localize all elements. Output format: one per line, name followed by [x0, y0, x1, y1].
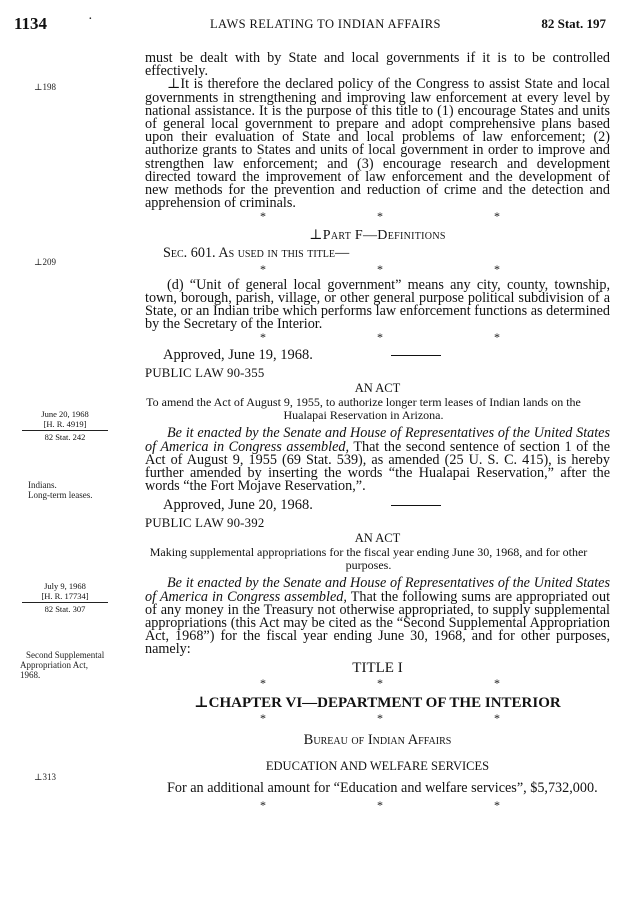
star: *	[377, 710, 383, 725]
public-law-90-392: PUBLIC LAW 90-392	[145, 516, 265, 531]
star: *	[260, 675, 266, 690]
ellipsis-stars-4	[145, 677, 610, 691]
star: *	[260, 330, 266, 345]
enacting-clause-2: Be it enacted by the Senate and House of Representatives of the United States of America in Congress assembled,	[145, 575, 610, 605]
margin-supp-line1: Second Supplemental	[26, 650, 105, 660]
ellipsis-stars-3	[145, 331, 610, 345]
pl392-enactment	[145, 577, 610, 656]
approved-date-2-text: Approved, June 20, 1968.	[163, 497, 313, 514]
ellipsis-stars-2	[145, 263, 610, 277]
star: *	[377, 209, 383, 224]
star: *	[377, 330, 383, 345]
header-tick-mark: ·	[88, 12, 93, 27]
separator-rule	[391, 355, 441, 356]
ellipsis-stars-6	[145, 799, 610, 813]
margin-pl392-stat: 82 Stat. 307	[22, 602, 108, 615]
an-act-label-1: AN ACT	[354, 381, 401, 396]
public-law-90-355: PUBLIC LAW 90-355	[145, 366, 265, 381]
separator-rule	[391, 505, 441, 506]
margin-pl392-hr: [H. R. 17734]	[41, 590, 89, 601]
chapter-vi-heading: ⊥CHAPTER VI—DEPARTMENT OF THE INTERIOR	[194, 694, 561, 711]
margin-indians-line2: Long-term leases.	[28, 490, 93, 500]
section-601: Sec. 601. As used in this title—	[163, 245, 350, 262]
page-number: 1134	[14, 14, 48, 33]
star: *	[260, 261, 266, 276]
paragraph-definition-d: (d) “Unit of general local government” means any city, county, township, town, borough, parish, village, or other general purpose political subdivision of a State, or an Indian tribe which performs law enforcement functions as determined by the Secretary of the Interior.	[145, 276, 610, 333]
margin-pl392-date: July 9, 1968	[44, 581, 86, 591]
pl355-text: That the second sentence of section 1 of the Act of August 9, 1955 (69 Stat. 539), as amended (25 U. S. C. 415), is hereby further amended by inserting the words “the Hualapai Reservation,” after the words “the Fort Mojave Reservation,”.	[145, 438, 611, 495]
star: *	[377, 675, 383, 690]
pl392-text: That the following sums are appropriated out of any money in the Treasury not otherwise appropriated, to supply supplemental appropriations (this Act may be cited as the “Second Supplemental Appropriation Act, 1968”) for the fiscal year ending June 30, 1968, and for other purposes, namely:	[145, 588, 611, 658]
margin-supp-line3: 1968.	[20, 670, 41, 680]
star: *	[494, 209, 500, 224]
margin-pl355-stat: 82 Stat. 242	[22, 430, 108, 443]
star: *	[377, 261, 383, 276]
additional-amount-paragraph: For an additional amount for “Education and welfare services”, $5,732,000.	[167, 779, 598, 796]
an-act-label-2: AN ACT	[354, 531, 401, 546]
star: *	[260, 209, 266, 224]
margin-supplemental-note	[20, 650, 130, 680]
approved-date-2	[163, 497, 610, 514]
title-i-heading: TITLE I	[352, 659, 403, 676]
star: *	[260, 710, 266, 725]
page-header	[0, 14, 624, 36]
star: *	[260, 797, 266, 812]
enacting-clause-1: Be it enacted by the Senate and House of Representatives of the United States of America in Congress assembled,	[145, 425, 610, 455]
main-text-column	[145, 52, 610, 813]
paragraph-policy: ⊥It is therefore the declared policy of the Congress to assist State and local governments in strengthening and improving law enforcement at every level by national assistance. It is the purpose of this title to (1) encourage States and units of general local government to prepare and adopt comprehensive plans based upon their evaluation of State and local problems of law enforcement; (2) authorize grants to States and units of local government in order to improve and strengthen law enforcement; and (3) encourage research and development directed toward the improvement of law enforcement and the development of new methods for the prevention and reduction of crime and the detection and apprehension of criminals.	[145, 76, 610, 212]
ellipsis-stars-5	[145, 712, 610, 726]
margin-ref-209: ⊥209	[34, 257, 56, 267]
star: *	[494, 710, 500, 725]
margin-pl355-date: June 20, 1968	[41, 409, 89, 419]
pl392-title: Making supplemental appropriations for the fiscal year ending June 30, 1968, and for other purposes.	[149, 545, 588, 573]
margin-ref-198: ⊥198	[34, 82, 56, 92]
statute-reference: 82 Stat. 197	[541, 16, 606, 31]
pl355-enactment	[145, 427, 610, 493]
star: *	[377, 797, 383, 812]
star: *	[494, 261, 500, 276]
star: *	[494, 330, 500, 345]
running-head: LAWS RELATING TO INDIAN AFFAIRS	[210, 17, 441, 31]
margin-pl355-hr: [H. R. 4919]	[43, 418, 87, 429]
approved-date-1-text: Approved, June 19, 1968.	[163, 347, 313, 364]
approved-date-1	[163, 347, 610, 364]
margin-indians-note	[28, 480, 92, 500]
paragraph-continued: must be dealt with by State and local governments if it is to be controlled effectively.	[145, 50, 610, 80]
margin-pl355-box	[22, 410, 108, 443]
margin-supp-line2: Appropriation Act,	[20, 660, 88, 670]
bureau-heading: Bureau of Indian Affairs	[303, 731, 452, 748]
ellipsis-stars-1	[145, 210, 610, 224]
star: *	[494, 797, 500, 812]
education-heading: EDUCATION AND WELFARE SERVICES	[265, 758, 490, 773]
star: *	[494, 675, 500, 690]
margin-indians-line1: Indians.	[28, 480, 57, 490]
margin-ref-313: ⊥313	[34, 772, 56, 782]
part-f-heading: ⊥Part F—Definitions	[309, 228, 446, 244]
margin-pl392-box	[22, 582, 108, 615]
pl355-title: To amend the Act of August 9, 1955, to authorize longer term leases of Indian lands on the Hualapai Reservation in Arizona.	[146, 395, 581, 423]
